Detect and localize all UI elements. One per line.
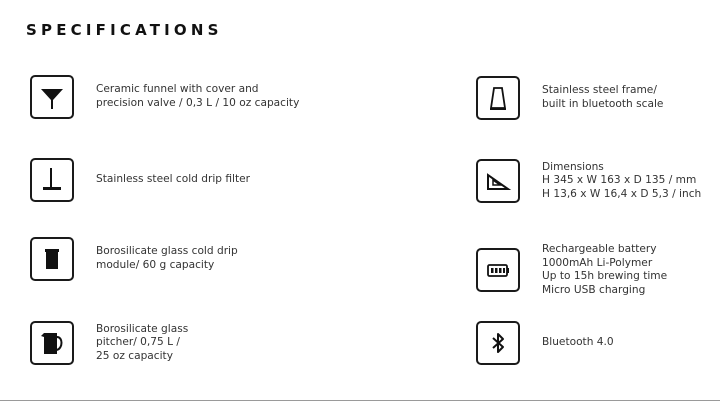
spec-label: Bluetooth 4.0 bbox=[542, 336, 614, 349]
spec-label: Stainless steel cold drip filter bbox=[96, 173, 251, 186]
bottom-divider bbox=[0, 400, 720, 401]
page-title: SPECIFICATIONS bbox=[26, 21, 223, 39]
spec-item-frame-scale bbox=[476, 76, 663, 120]
battery-icon bbox=[476, 248, 520, 292]
spec-label: Ceramic funnel with cover and precision valve / 0,3 L / 10 oz capacity bbox=[96, 83, 300, 109]
spec-item-dimensions bbox=[476, 159, 701, 203]
spec-item-pitcher bbox=[30, 321, 188, 365]
spec-item-glass-module bbox=[30, 237, 238, 281]
spec-label: Rechargeable battery 1000mAh Li-Polymer Up to 15h brewing time Micro USB charging bbox=[542, 243, 668, 296]
funnel-icon bbox=[30, 75, 74, 119]
spec-item-funnel bbox=[30, 75, 299, 119]
spec-label: Stainless steel frame/ built in bluetooth scale bbox=[542, 84, 664, 110]
bluetooth-icon bbox=[476, 321, 520, 365]
frame-scale-icon bbox=[476, 76, 520, 120]
spec-label: Borosilicate glass cold drip module/ 60 g capacity bbox=[96, 245, 238, 271]
spec-item-drip-filter bbox=[30, 158, 250, 202]
pitcher-icon bbox=[30, 321, 74, 365]
drip-filter-icon bbox=[30, 158, 74, 202]
spec-item-battery bbox=[476, 243, 667, 297]
glass-module-icon bbox=[30, 237, 74, 281]
spec-item-bluetooth bbox=[476, 321, 614, 365]
spec-label: Dimensions H 345 x W 163 x D 135 / mm H 13,6 x W 16,4 x D 5,3 / inch bbox=[542, 160, 702, 200]
ruler-triangle-icon bbox=[476, 159, 520, 203]
spec-label: Borosilicate glass pitcher/ 0,75 L / 25 oz capacity bbox=[96, 322, 189, 362]
